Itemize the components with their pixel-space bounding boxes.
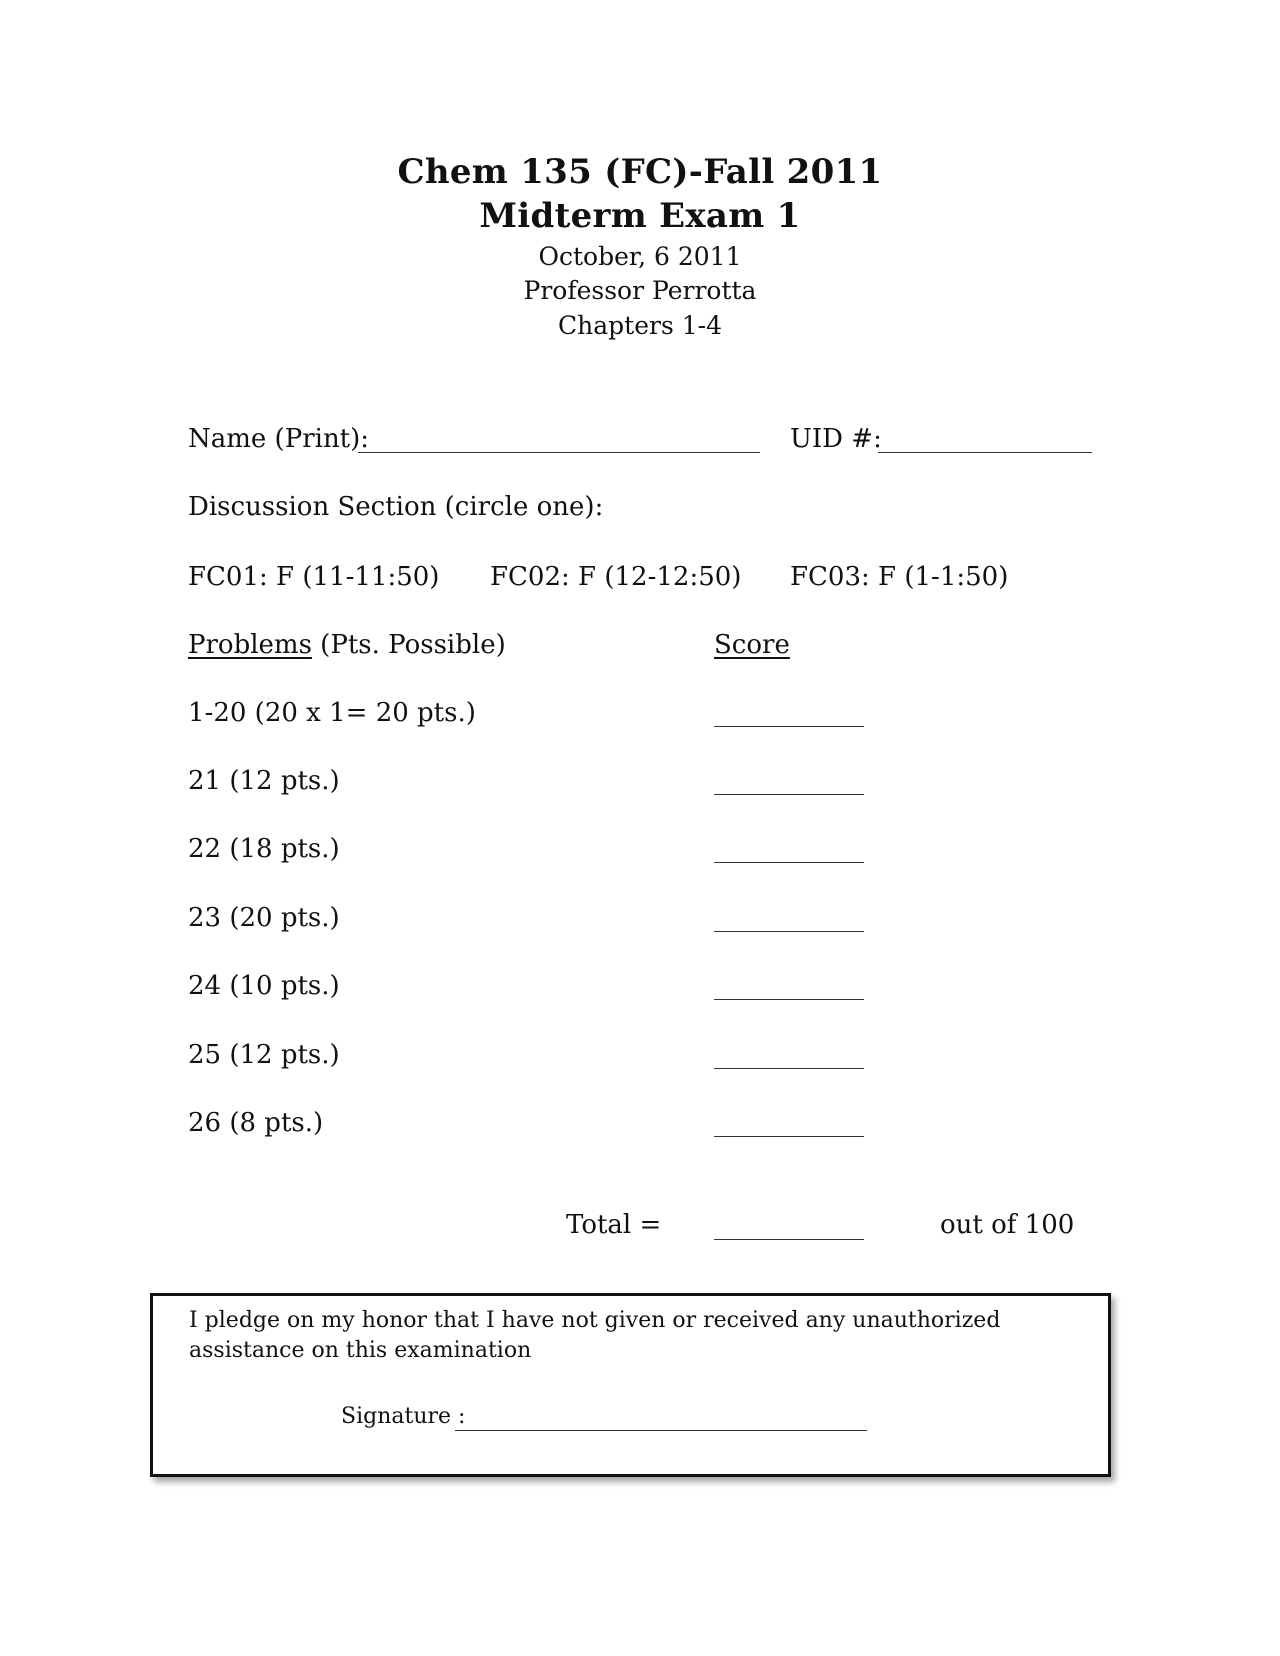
score-field[interactable] <box>714 931 864 932</box>
honor-pledge-box <box>150 1293 1111 1477</box>
total-score-field[interactable] <box>714 1239 864 1240</box>
section-option-fc03[interactable]: FC03: F (1-1:50) <box>790 562 1009 592</box>
score-heading: Score <box>714 630 790 660</box>
section-option-fc02[interactable]: FC02: F (12-12:50) <box>490 562 742 592</box>
exam-title: Chem 135 (FC)-Fall 2011 <box>397 152 883 192</box>
name-label: Name (Print): <box>188 424 370 454</box>
score-field[interactable] <box>714 1136 864 1137</box>
signature-label: Signature : <box>341 1404 466 1429</box>
signature-field[interactable] <box>455 1430 867 1431</box>
problem-row: 25 (12 pts.) <box>188 1040 340 1070</box>
honor-pledge-text: I pledge on my honor that I have not given or received any unauthorized assistance on this examination <box>189 1308 1001 1363</box>
problem-row: 26 (8 pts.) <box>188 1108 324 1138</box>
exam-subtitle: Midterm Exam 1 <box>479 196 801 236</box>
name-field[interactable] <box>358 452 760 453</box>
score-field[interactable] <box>714 726 864 727</box>
score-field[interactable] <box>714 1068 864 1069</box>
section-option-fc01[interactable]: FC01: F (11-11:50) <box>188 562 440 592</box>
discussion-label: Discussion Section (circle one): <box>188 492 604 522</box>
problems-heading <box>188 630 506 660</box>
problem-row: 1-20 (20 x 1= 20 pts.) <box>188 698 476 728</box>
score-field[interactable] <box>714 794 864 795</box>
problem-row: 24 (10 pts.) <box>188 971 340 1001</box>
problem-row: 23 (20 pts.) <box>188 903 340 933</box>
total-label: Total = <box>566 1210 662 1240</box>
points-heading-label: (Pts. Possible) <box>311 630 506 660</box>
problem-row: 21 (12 pts.) <box>188 766 340 796</box>
chapters-covered: Chapters 1-4 <box>558 311 722 340</box>
uid-label: UID #: <box>790 424 882 454</box>
exam-date: October, 6 2011 <box>538 242 742 271</box>
total-max-label: out of 100 <box>940 1210 1075 1240</box>
professor-name: Professor Perrotta <box>523 276 757 305</box>
problem-row: 22 (18 pts.) <box>188 834 340 864</box>
score-field[interactable] <box>714 862 864 863</box>
problems-heading-label: Problems <box>188 630 312 660</box>
score-field[interactable] <box>714 999 864 1000</box>
uid-field[interactable] <box>878 452 1092 453</box>
